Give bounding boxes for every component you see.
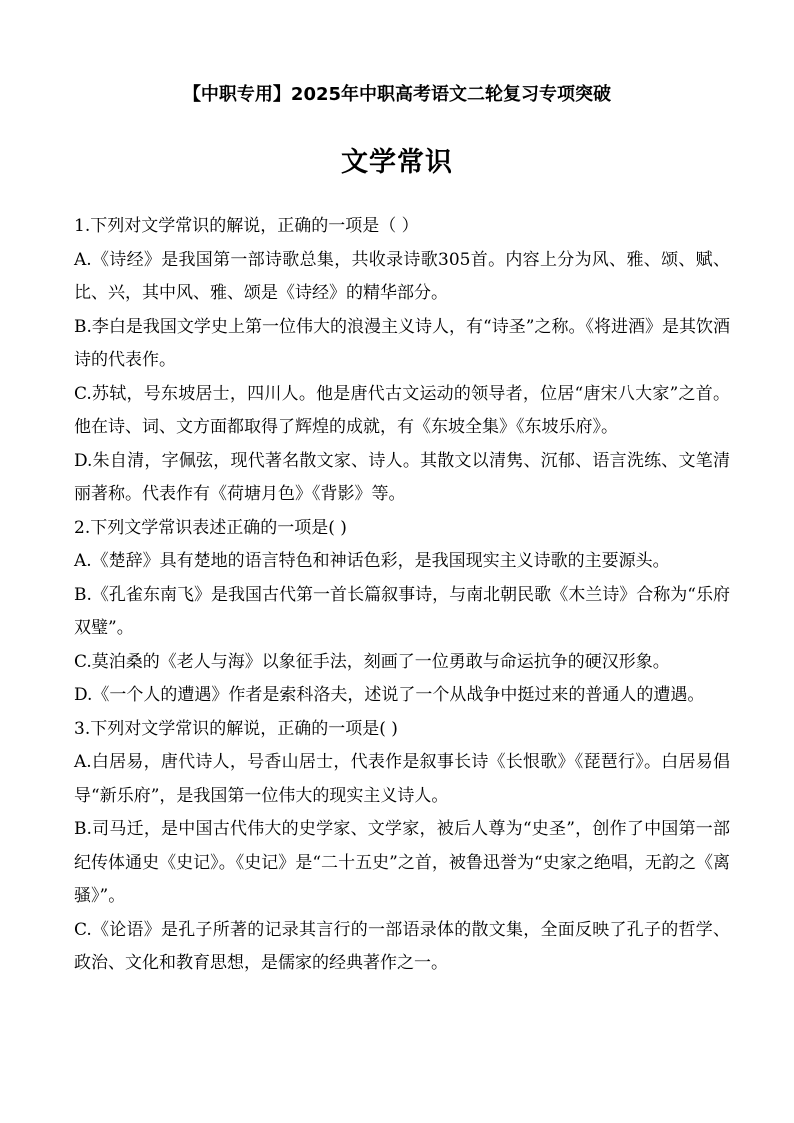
option-c: C.苏轼，号东坡居士，四川人。他是唐代古文运动的领导者，位居“唐宋八大家”之首。他在诗、词、文方面都取得了辉煌的成就，有《东坡全集》《东坡乐府》。 [74,383,730,437]
question-stem: 2.下列文学常识表述正确的一项是( ) [74,517,347,538]
option-a: A.《诗经》是我国第一部诗歌总集，共收录诗歌305首。内容上分为风、雅、颂、赋、比、兴，其中风、雅、颂是《诗经》的精华部分。 [74,249,730,303]
question-3 [74,713,730,981]
document-header: 【中职专用】2025年中职高考语文二轮复习专项突破 [182,84,612,105]
option-b: B.司马迁，是中国古代伟大的史学家、文学家，被后人尊为“史圣”，创作了中国第一部纪传体通史《史记》。《史记》是“二十五史”之首，被鲁迅誉为“史家之绝唱，无韵之《离骚》”。 [74,819,730,906]
option-b: B.《孔雀东南飞》是我国古代第一首长篇叙事诗，与南北朝民歌《木兰诗》合称为“乐府双璧”。 [74,584,730,638]
question-stem: 3.下列对文学常识的解说，正确的一项是( ) [74,718,398,739]
document-title: 文学常识 [341,147,453,178]
question-stem: 1.下列对文学常识的解说，正确的一项是（ ） [74,216,419,236]
question-2 [74,512,730,713]
option-d: D.《一个人的遭遇》作者是索科洛夫，述说了一个从战争中挺过来的普通人的遭遇。 [74,685,705,705]
option-a: A.白居易，唐代诗人，号香山居士，代表作是叙事长诗《长恨歌》《琵琶行》。白居易倡导“新乐府”，是我国第一位伟大的现实主义诗人。 [74,752,730,806]
question-1 [74,210,730,512]
option-c: C.莫泊桑的《老人与海》以象征手法，刻画了一位勇敢与命运抗争的硬汉形象。 [74,651,670,672]
question-list [74,210,730,981]
option-a: A.《楚辞》具有楚地的语言特色和神话色彩，是我国现实主义诗歌的主要源头。 [74,551,670,571]
option-b: B.李白是我国文学史上第一位伟大的浪漫主义诗人，有“诗圣”之称。《将进酒》是其饮酒诗的代表作。 [74,316,730,370]
option-c: C.《论语》是孔子所著的记录其言行的一部语录体的散文集，全面反映了孔子的哲学、政治、文化和教育思想，是儒家的经典著作之一。 [74,919,730,973]
option-d: D.朱自清，字佩弦，现代著名散文家、诗人。其散文以清隽、沉郁、语言洗练、文笔清丽著称。代表作有《荷塘月色》《背影》等。 [74,450,730,504]
